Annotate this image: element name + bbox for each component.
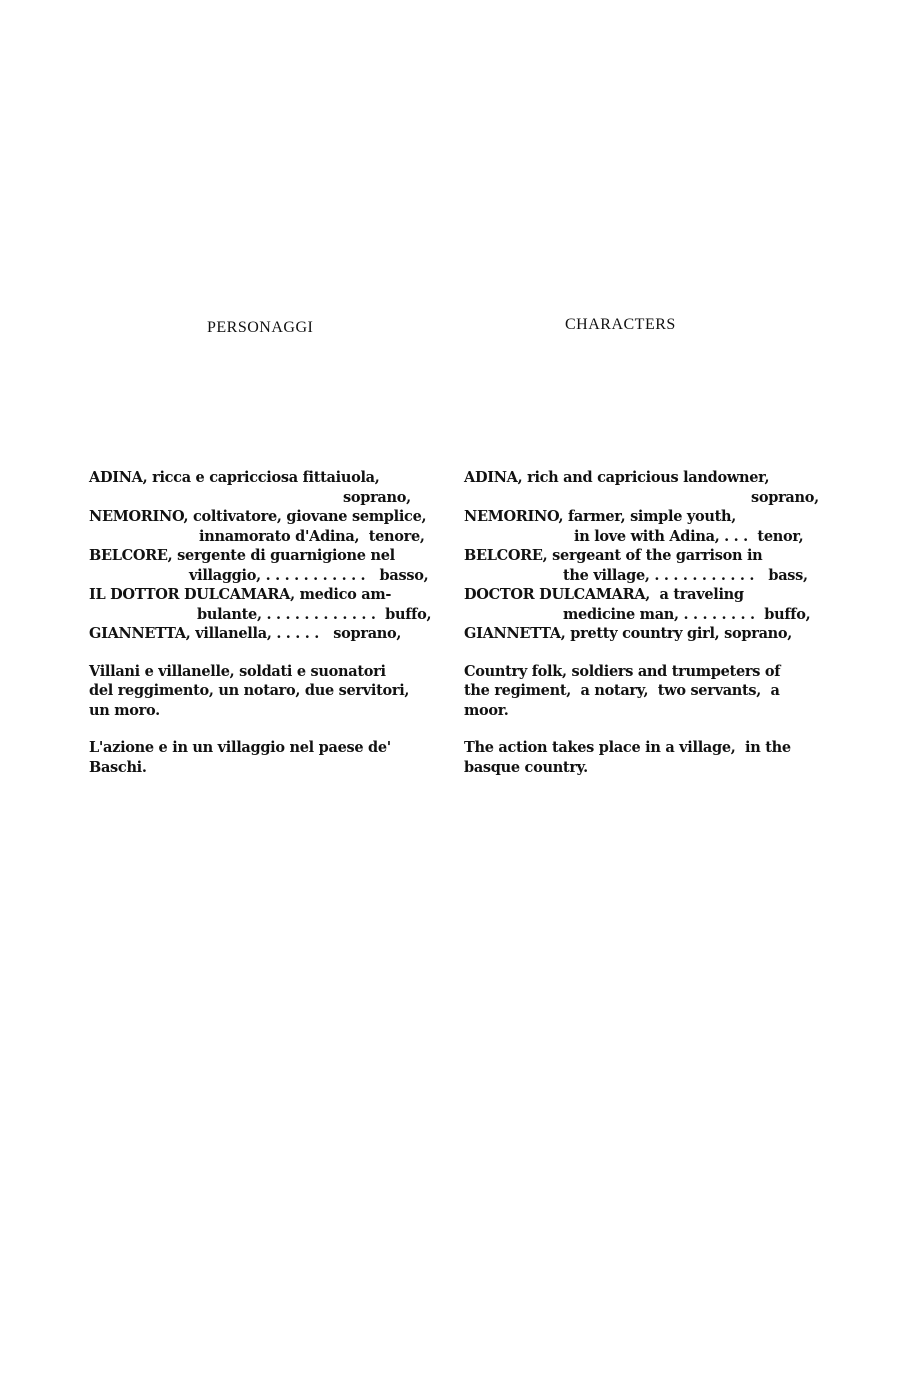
english-cast-adina [464,468,834,507]
italian-setting [89,738,459,777]
cast-voice: villaggio, . . . . . . . . . . . basso, [189,566,429,584]
cast-description: BELCORE, sergeant of the garrison in [464,547,763,564]
cast-description: GIANNETTA, villanella, . . . . . soprano, [89,625,402,642]
cast-description: GIANNETTA, pretty country girl, soprano, [464,625,793,642]
italian-cast-nemorino [89,507,459,546]
italian-column [89,468,459,777]
italian-cast-list [89,468,459,644]
cast-voice: innamorato d'Adina, tenore, [199,527,425,545]
setting-line: The action takes place in a village, in the [464,739,791,756]
english-cast-dulcamara [464,585,834,624]
setting-line: Baschi. [89,758,147,776]
extras-line: Country folk, soldiers and trumpeters of [464,662,781,680]
cast-voice: medicine man, . . . . . . . . buffo, [563,605,811,623]
english-cast-list [464,468,834,644]
extras-line: moor. [464,701,509,719]
cast-description: DOCTOR DULCAMARA, a traveling [464,586,744,603]
cast-voice: bulante, . . . . . . . . . . . . buffo, [197,605,432,623]
english-extras [464,662,834,721]
english-setting [464,738,834,777]
italian-extras [89,662,459,721]
cast-voice: soprano, [343,488,411,506]
english-cast-giannetta [464,624,834,644]
extras-line: the regiment, a notary, two servants, a [464,682,780,699]
cast-description: NEMORINO, farmer, simple youth, [464,508,737,525]
italian-cast-dulcamara [89,585,459,624]
extras-line: un moro. [89,701,160,719]
cast-voice: soprano, [751,488,819,506]
cast-description: ADINA, rich and capricious landowner, [464,469,770,486]
cast-description: NEMORINO, coltivatore, giovane semplice, [89,508,427,525]
cast-voice: the village, . . . . . . . . . . . bass, [563,566,808,584]
cast-description: IL DOTTOR DULCAMARA, medico am- [89,586,392,603]
english-column [464,468,834,777]
italian-cast-belcore [89,546,459,585]
extras-line: Villani e villanelle, soldati e suonatori [89,662,386,680]
setting-line: L'azione e in un villaggio nel paese de' [89,739,391,756]
italian-cast-giannetta [89,624,459,644]
english-cast-belcore [464,546,834,585]
cast-voice: in love with Adina, . . . tenor, [574,527,804,545]
setting-line: basque country. [464,758,588,776]
heading-characters: CHARACTERS [565,316,676,333]
english-cast-nemorino [464,507,834,546]
extras-line: del reggimento, un notaro, due servitori, [89,682,410,699]
cast-description: BELCORE, sergente di guarnigione nel [89,547,395,564]
heading-personaggi: PERSONAGGI [207,319,314,336]
cast-description: ADINA, ricca e capricciosa fittaiuola, [89,469,380,486]
italian-cast-adina [89,468,459,507]
